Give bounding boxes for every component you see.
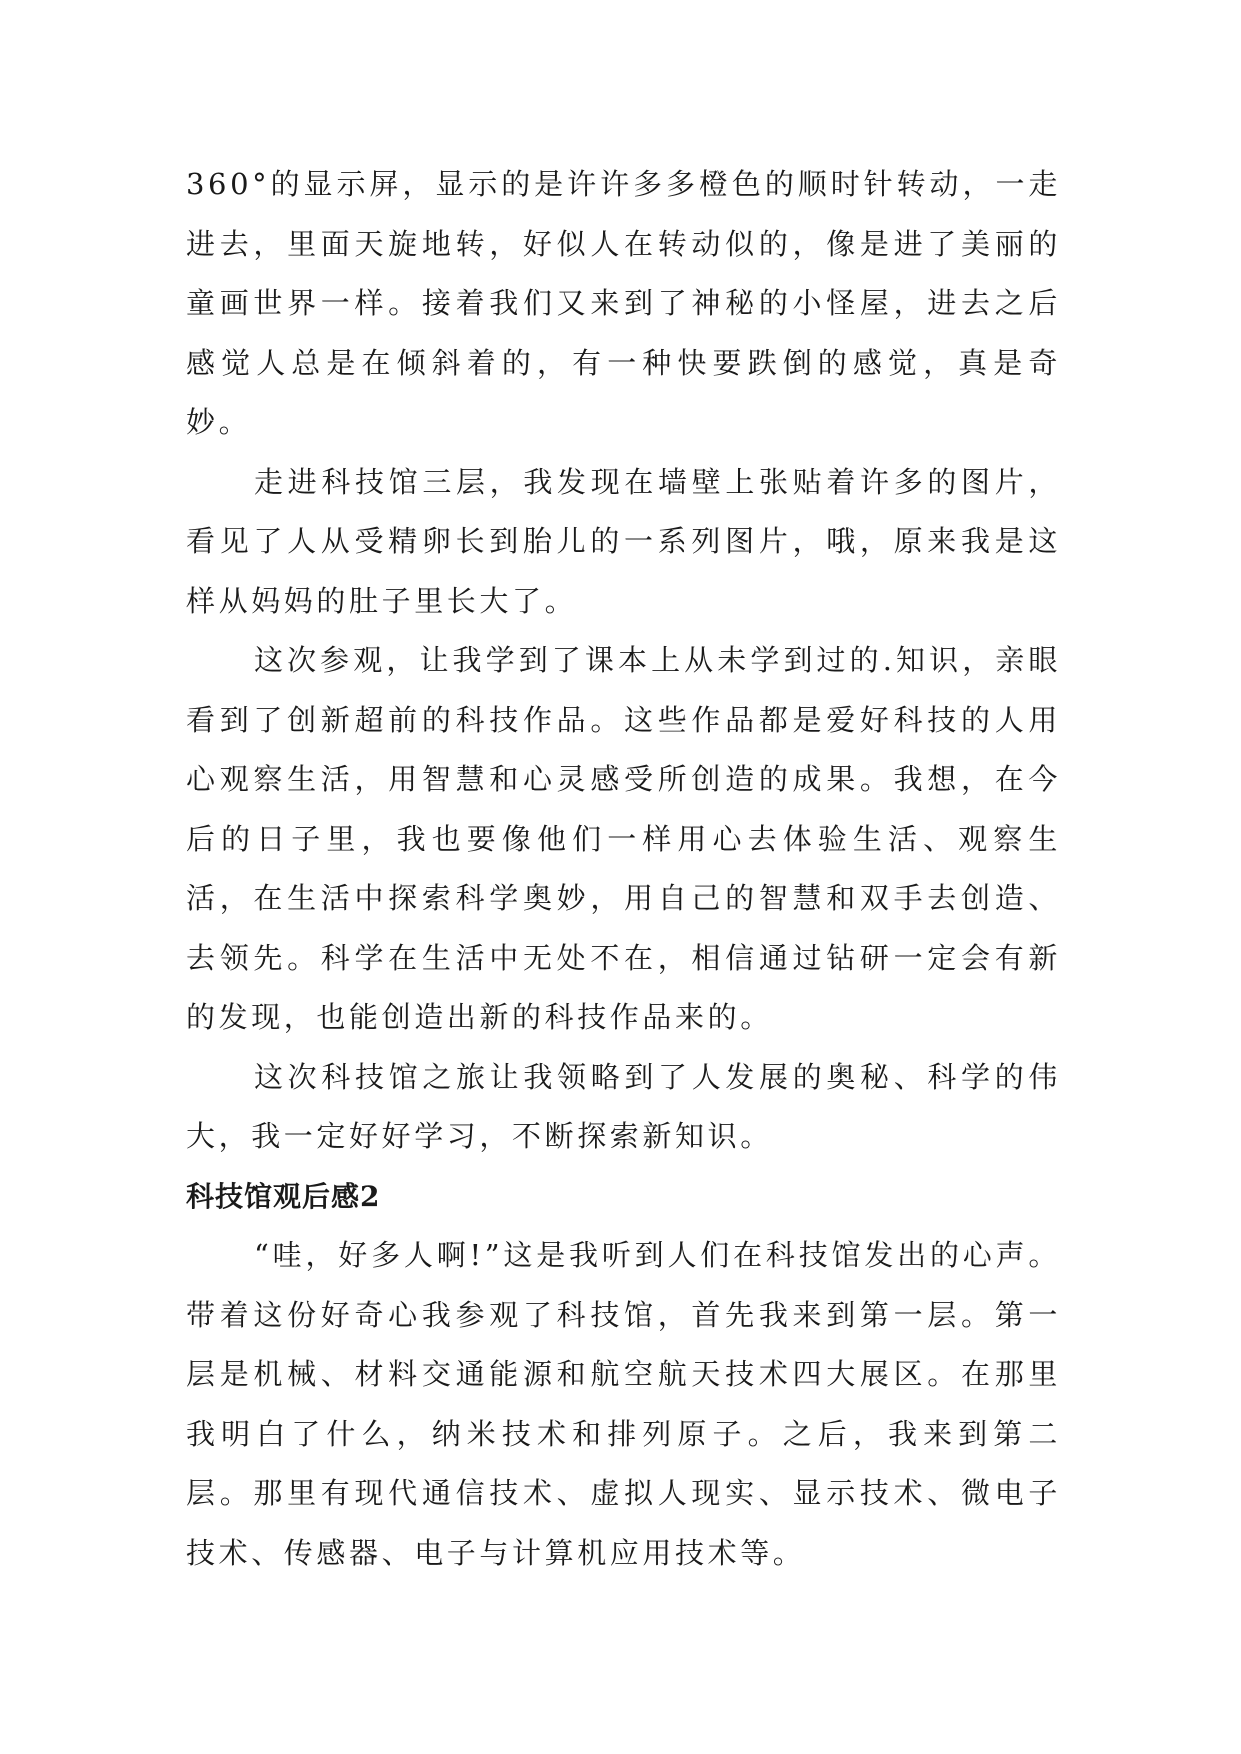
paragraph: 这次科技馆之旅让我领略到了人发展的奥秘、科学的伟大，我一定好好学习，不断探索新知识。: [186, 1059, 1061, 1153]
paragraph: “哇，好多人啊!”这是我听到人们在科技馆发出的心声。带着这份好奇心我参观了科技馆，首先我来到第一层。第一层是机械、材料交通能源和航空航天技术四大展区。在那里我明白了什么，纳米技术和排列原子。之后，我来到第二层。那里有现代通信技术、虚拟人现实、显示技术、微电子技术、传感器、电子与计算机应用技术等。: [186, 1238, 1061, 1570]
paragraph: 这次参观，让我学到了课本上从未学到过的.知识，亲眼看到了创新超前的科技作品。这些作品都是爱好科技的人用心观察生活，用智慧和心灵感受所创造的成果。我想，在今后的日子里，我也要像他们一样用心去体验生活、观察生活，在生活中探索科学奥妙，用自己的智慧和双手去创造、去领先。科学在生活中无处不在，相信通过钻研一定会有新的发现，也能创造出新的科技作品来的。: [186, 643, 1061, 1034]
section-heading: 科技馆观后感2: [186, 1179, 381, 1213]
paragraph: 360°的显示屏，显示的是许许多多橙色的顺时针转动，一走进去，里面天旋地转，好似人在转动似的，像是进了美丽的童画世界一样。接着我们又来到了神秘的小怪屋，进去之后感觉人总是在倾斜着的，有一种快要跌倒的感觉，真是奇妙。: [186, 167, 1061, 439]
document-body: [186, 155, 1061, 1583]
paragraph: 走进科技馆三层，我发现在墙壁上张贴着许多的图片，看见了人从受精卵长到胎儿的一系列图片，哦，原来我是这样从妈妈的肚子里长大了。: [186, 464, 1061, 618]
